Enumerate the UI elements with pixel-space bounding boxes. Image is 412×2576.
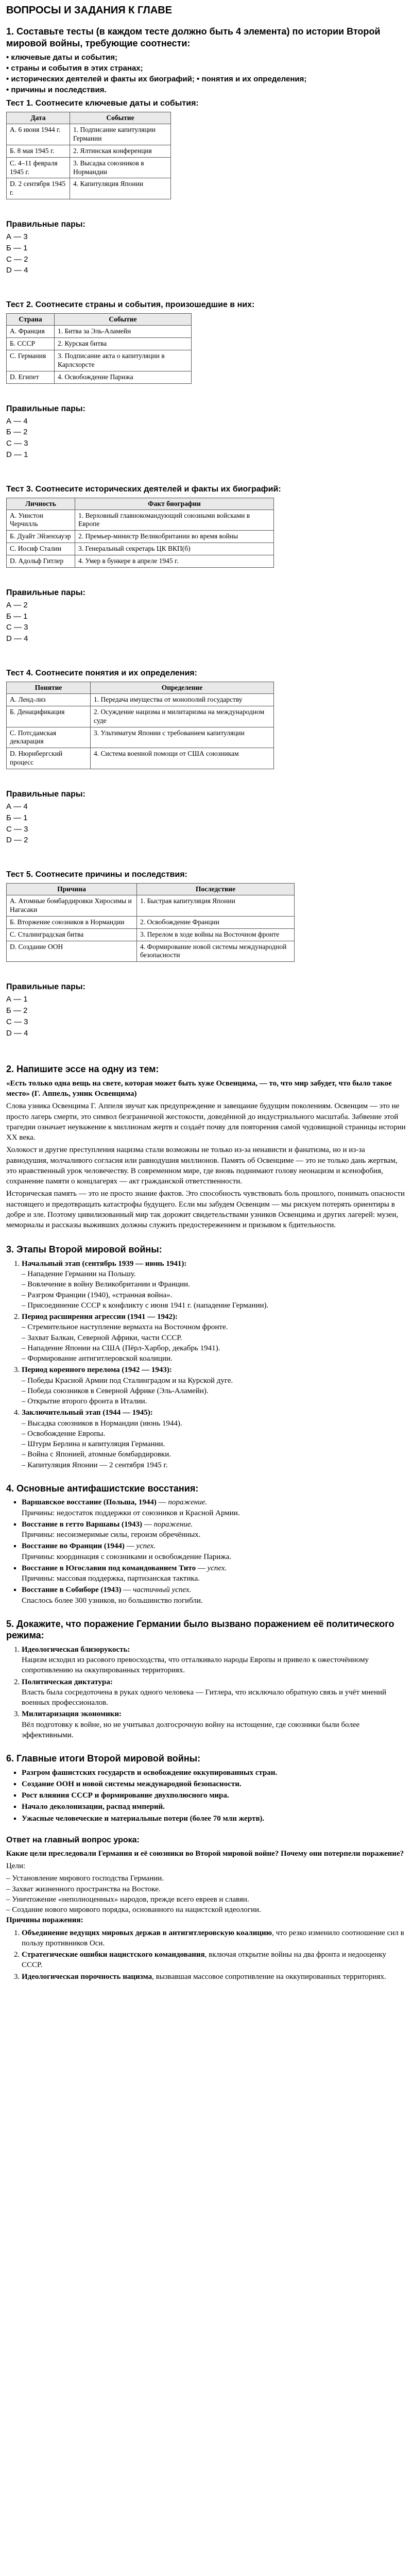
table-row <box>7 895 295 917</box>
stage-line: – Победа союзников в Северной Африке (Эль-Аламейн). <box>22 1386 209 1395</box>
essay-paragraph: Историческая память — это не просто знание фактов. Это способность чувствовать боль прошлого, понимать опасности настоящего и предотвращать катастрофы будущего. Если мы забудем Освенцим — мы рискуем потерять ориентиры в добре и зле. Поэтому цивилизованный мир так дорожит свидетельствами узников Освенцима и других лагерей: музеи, мемориалы и рассказы выживших должны служить предостережением и призывом к бдительности. <box>6 1190 405 1229</box>
stage-line: – Война с Японией, атомные бомбардировки. <box>22 1450 171 1459</box>
table-cell: 1. Передача имущества от монополий государству <box>91 693 274 706</box>
table-header-row <box>7 884 295 895</box>
test-2-heading: Тест 2. Соотнесите страны и события, произошедшие в них: <box>6 300 255 310</box>
table-header-cell: Факт биографии <box>75 498 274 510</box>
table-row <box>7 350 192 371</box>
test-5-answers <box>6 982 406 1039</box>
table-cell: 4. Капитуляция Японии <box>70 178 171 199</box>
answer-pair: D — 4 <box>6 634 28 643</box>
list-item: ▪ Разгром фашистских государств и освобождение оккупированных стран. <box>22 1768 406 1778</box>
essay-paragraph: Холокост и другие преступления нацизма стали возможны не только из-за ненависти и фанатизма, но и из-за равнодушия, молчаливого согласия или равнодушия миллионов. Память об Освенциме — это не только дань жертвам, это нравственный урок человечеству. В современном мире, где вновь поднимают голову неонацизм и ксенофобия, сохранение памяти о концлагерях — акт гражданской ответственности. <box>6 1146 398 1185</box>
stage-line: – Нападение Японии на США (Пёрл-Харбор, декабрь 1941). <box>22 1344 220 1352</box>
list-item <box>22 1365 406 1406</box>
table-cell: 4. Освобождение Парижа <box>55 371 192 383</box>
list-item: ▪ Восстание во Франции (1944) — успех. Причины: координация с союзниками и освобождение Парижа. <box>22 1541 406 1562</box>
table-cell: D. Создание ООН <box>7 941 137 962</box>
bullet-item: • страны и события в этих странах; <box>6 64 143 73</box>
table-row <box>7 326 192 338</box>
bullet-item: • исторических деятелей и факты их биографий; • понятия и их определения; <box>6 75 307 83</box>
table-row <box>7 693 274 706</box>
goal-line: – Создание нового мирового порядка, основанного на нацистской идеологии. <box>6 1906 261 1914</box>
table-cell: А. Атомные бомбардировки Хиросимы и Нагасаки <box>7 895 137 917</box>
list-item <box>22 1677 406 1708</box>
stage-line: – Освобождение Европы. <box>22 1429 106 1438</box>
table-cell: 4. Система военной помощи от США союзникам <box>91 748 274 769</box>
answer-pair: Б — 1 <box>6 612 28 621</box>
table-cell: Б. Дуайт Эйзенхауэр <box>7 531 75 543</box>
table-cell: D. Египет <box>7 371 55 383</box>
table-row <box>7 531 274 543</box>
test-5-heading: Тест 5. Соотнесите причины и последствия: <box>6 870 187 879</box>
question-3-heading: 3. Этапы Второй мировой войны: <box>6 1244 162 1255</box>
table-header-cell: Последствие <box>137 884 295 895</box>
table-cell: С. Германия <box>7 350 55 371</box>
goal-line: – Установление мирового господства Германии. <box>6 1874 164 1883</box>
list-item: ▪ Варшавское восстание (Польша, 1944) — поражение. Причины: недостаток поддержки от союзников и Красной Армии. <box>22 1497 406 1518</box>
table-row <box>7 371 192 383</box>
answer-pair: А — 4 <box>6 416 28 426</box>
answer-pair: Б — 1 <box>6 243 28 252</box>
question-5-heading: 5. Докажите, что поражение Германии было вызвано поражением её политического режима: <box>6 1618 394 1641</box>
test-3-heading: Тест 3. Соотнесите исторических деятелей и факты их биографий: <box>6 484 281 494</box>
uprising-result: успех. <box>136 1542 156 1551</box>
answer-pair: С — 3 <box>6 439 28 448</box>
answers-label: Правильные пары: <box>6 404 85 413</box>
stage-line: – Формирование антигитлеровской коалиции. <box>22 1354 173 1363</box>
essay-paragraph: Слова узника Освенцима Г. Аппеля звучат как предупреждение и завещание будущим поколениям. Освенцим — это не просто лагерь смерти, это символ безграничной жестокости, доведённой до индустриального масштаба. Забвение этой трагедии означает неуважение к миллионам жертв и создаёт почву для повторения самой чудовищной страницы истории XX века. <box>6 1102 406 1142</box>
table-cell: 1. Подписание капитуляции Германии <box>70 124 171 145</box>
question-1-heading: 1. Составьте тесты (в каждом тесте должно быть 4 элемента) по истории Второй мировой войны, требующие соотнести: <box>6 26 381 48</box>
table-cell: С. Потсдамская декларация <box>7 727 91 748</box>
goal-line: – Захват жизненного пространства на Востоке. <box>6 1885 161 1893</box>
reason-title: Милитаризация экономики: <box>22 1710 122 1719</box>
defeat-reasons-list <box>6 1645 406 1740</box>
reason-text: , вызвавшая массовое сопротивление на оккупированных территориях. <box>152 1972 386 1981</box>
answer-pair: Б — 2 <box>6 1006 28 1015</box>
uprising-cause: Причины: недостаток поддержки от союзников и Красной Армии. <box>22 1509 240 1517</box>
test-4-answers <box>6 790 406 846</box>
table-cell: А. 6 июня 1944 г. <box>7 124 70 145</box>
uprising-title: Восстание во Франции (1944) <box>22 1542 125 1551</box>
question-1-bullets <box>6 52 406 95</box>
answer-pair: С — 3 <box>6 623 28 632</box>
list-item: ▪ Восстание в Собиборе (1943) — частичный успех. Спаслось более 300 узников, но большинство погибли. <box>22 1585 406 1606</box>
table-cell: 3. Высадка союзников в Нормандии <box>70 157 171 178</box>
test-4-table <box>6 682 274 769</box>
answer-pair: D — 4 <box>6 266 28 275</box>
test-1-table <box>6 112 171 199</box>
table-header-cell: Причина <box>7 884 137 895</box>
stage-line: – Вовлечение в войну Великобритании и Франции. <box>22 1280 190 1289</box>
stage-title: Период коренного перелома (1942 — 1943): <box>22 1366 172 1375</box>
question-4-heading: 4. Основные антифашистские восстания: <box>6 1483 199 1494</box>
list-item <box>22 1408 406 1470</box>
table-row <box>7 706 274 727</box>
stage-line: – Капитуляция Японии — 2 сентября 1945 г. <box>22 1461 168 1469</box>
final-reasons-list <box>6 1928 406 1982</box>
answer-pair: D — 1 <box>6 450 28 459</box>
table-cell: Б. СССР <box>7 338 55 350</box>
table-header-row <box>7 498 274 510</box>
list-item: ▪ Восстание в гетто Варшавы (1943) — поражение. Причины: несоизмеримые силы, героизм обречённых. <box>22 1519 406 1540</box>
table-header-cell: Понятие <box>7 682 91 693</box>
test-1-heading: Тест 1. Соотнесите ключевые даты и события: <box>6 99 199 108</box>
reason-text: , включая открытие войны на два фронта и недооценку СССР. <box>22 1951 387 1970</box>
list-item <box>22 1950 406 1971</box>
answer-pair: С — 3 <box>6 1017 28 1026</box>
list-item: ▪ Ужасные человеческие и материальные потери (более 70 млн жертв). <box>22 1814 406 1824</box>
reason-text: Вёл подготовку к войне, но не учитывал долгосрочную войну на истощение, где союзники были более эффективными. <box>22 1720 360 1739</box>
uprising-title: Варшавское восстание (Польша, 1944) <box>22 1498 157 1507</box>
table-row <box>7 510 274 531</box>
table-cell: D. Адольф Гитлер <box>7 555 75 568</box>
table-cell: 3. Подписание акта о капитуляции в Карлсхорсте <box>55 350 192 371</box>
test-3-table <box>6 498 274 568</box>
answer-pair: D — 2 <box>6 836 28 845</box>
reason-text: Власть была сосредоточена в руках одного человека — Гитлера, что исключало обратную связь и учёт мнений военных профессионалов. <box>22 1688 387 1707</box>
answer-pair: Б — 1 <box>6 813 28 822</box>
table-row <box>7 145 171 157</box>
table-header-cell: Событие <box>70 112 171 124</box>
bullet-item: • ключевые даты и события; <box>6 53 117 62</box>
test-1-answers <box>6 220 406 276</box>
list-item <box>22 1259 406 1311</box>
table-cell: 3. Ультиматум Японии с требованием капитуляции <box>91 727 274 748</box>
stage-line: – Присоединение СССР к конфликту с июня 1941 г. (нападение Германии). <box>22 1301 269 1310</box>
list-item <box>22 1312 406 1364</box>
table-row <box>7 916 295 928</box>
uprising-cause: Спаслось более 300 узников, но большинство погибли. <box>22 1596 203 1605</box>
goals-label: Цели: <box>6 1862 26 1870</box>
table-cell: 1. Верховный главнокомандующий союзными войсками в Европе <box>75 510 274 531</box>
answers-label: Правильные пары: <box>6 982 85 992</box>
list-item <box>22 1709 406 1740</box>
table-cell: D. Нюрнбергский процесс <box>7 748 91 769</box>
answers-label: Правильные пары: <box>6 588 85 597</box>
uprising-result: поражение. <box>168 1498 208 1507</box>
table-cell: 4. Умер в бункере в апреле 1945 г. <box>75 555 274 568</box>
table-cell: Б. 8 мая 1945 г. <box>7 145 70 157</box>
table-row <box>7 338 192 350</box>
uprising-title: Восстание в Собиборе (1943) <box>22 1586 122 1595</box>
stage-line: – Разгром Франции (1940), «странная война». <box>22 1291 173 1299</box>
answer-pair: С — 3 <box>6 824 28 834</box>
stage-title: Период расширения агрессии (1941 — 1942): <box>22 1313 178 1321</box>
results-list <box>6 1768 406 1824</box>
goal-line: – Уничтожение «неполноценных» народов, прежде всего евреев и славян. <box>6 1895 249 1904</box>
uprising-result: успех. <box>207 1564 227 1572</box>
uprising-cause: Причины: несоизмеримые силы, героизм обречённых. <box>22 1531 201 1539</box>
table-cell: 2. Осуждение нацизма и милитаризма на международном суде <box>91 706 274 727</box>
table-header-row <box>7 682 274 693</box>
table-row <box>7 555 274 568</box>
page-title: ВОПРОСЫ И ЗАДАНИЯ К ГЛАВЕ <box>6 5 173 16</box>
table-cell: А. Франция <box>7 326 55 338</box>
essay-quote: «Есть только одна вещь на свете, которая может быть хуже Освенцима, — то, что мир забудет, что было такое место» (Г. Аппель, узник Освенцима) <box>6 1079 392 1098</box>
table-row <box>7 124 171 145</box>
table-cell: 2. Премьер-министр Великобритании во время войны <box>75 531 274 543</box>
stage-line: – Стремительное наступление вермахта на Восточном фронте. <box>22 1323 228 1332</box>
list-item: ▪ Создание ООН и новой системы международной безопасности. <box>22 1779 406 1789</box>
stage-line: – Нападение Германии на Польшу. <box>22 1270 136 1278</box>
stages-list <box>6 1259 406 1470</box>
stage-line: – Высадка союзников в Нормандии (июнь 1944). <box>22 1419 182 1428</box>
bullet-item: • причины и последствия. <box>6 86 107 94</box>
stage-line: – Победы Красной Армии под Сталинградом и на Курской дуге. <box>22 1376 233 1385</box>
uprising-result: поражение. <box>153 1520 193 1529</box>
answer-pair: А — 3 <box>6 232 28 242</box>
reason-title: Стратегические ошибки нацистского командования <box>22 1951 205 1959</box>
test-4-heading: Тест 4. Соотнесите понятия и их определения: <box>6 668 197 677</box>
answer-pair: А — 2 <box>6 600 28 609</box>
list-item: ▪ Начало деколонизации, распад империй. <box>22 1802 406 1812</box>
table-header-cell: Дата <box>7 112 70 124</box>
uprising-result: частичный успех. <box>132 1586 192 1595</box>
table-cell: 2. Курская битва <box>55 338 192 350</box>
uprising-cause: Причины: координация с союзниками и освобождение Парижа. <box>22 1552 232 1561</box>
answer-pair: А — 1 <box>6 995 28 1004</box>
table-header-cell: Определение <box>91 682 274 693</box>
table-cell: С. 4–11 февраля 1945 г. <box>7 157 70 178</box>
answers-label: Правильные пары: <box>6 790 85 799</box>
stage-line: – Захват Балкан, Северной Африки, части СССР. <box>22 1333 182 1342</box>
table-header-row <box>7 112 171 124</box>
table-cell: 4. Формирование новой системы международной безопасности <box>137 941 295 962</box>
table-row <box>7 748 274 769</box>
answers-label: Правильные пары: <box>6 220 85 229</box>
answer-pair: Б — 2 <box>6 428 28 437</box>
table-cell: С. Иосиф Сталин <box>7 543 75 555</box>
table-cell: 2. Ялтинская конференция <box>70 145 171 157</box>
list-item <box>22 1645 406 1676</box>
table-header-cell: Событие <box>55 314 192 326</box>
table-cell: А. Уинстон Черчилль <box>7 510 75 531</box>
table-header-row <box>7 314 192 326</box>
table-cell: 2. Освобождение Франции <box>137 916 295 928</box>
answer-pair: А — 4 <box>6 802 28 811</box>
answer-pair: D — 4 <box>6 1028 28 1038</box>
question-6-heading: 6. Главные итоги Второй мировой войны: <box>6 1753 201 1764</box>
table-row <box>7 928 295 941</box>
reason-title: Идеологическая порочность нацизма <box>22 1972 152 1981</box>
table-row <box>7 727 274 748</box>
stage-line: – Открытие второго фронта в Италии. <box>22 1397 147 1405</box>
table-row <box>7 941 295 962</box>
final-heading: Ответ на главный вопрос урока: <box>6 1835 140 1844</box>
reason-text: , что резко изменило соотношение сил в пользу противников Оси. <box>22 1928 404 1947</box>
table-cell: 3. Генеральный секретарь ЦК ВКП(б) <box>75 543 274 555</box>
table-cell: D. 2 сентября 1945 г. <box>7 178 70 199</box>
table-row <box>7 178 171 199</box>
stage-title: Заключительный этап (1944 — 1945): <box>22 1409 153 1417</box>
table-cell: 1. Быстрая капитуляция Японии <box>137 895 295 917</box>
table-cell: А. Ленд-лиз <box>7 693 91 706</box>
list-item <box>22 1972 406 1982</box>
test-3-answers <box>6 588 406 645</box>
final-question: Какие цели преследовали Германия и её союзники во Второй мировой войне? Почему они потерпели поражение? <box>6 1849 404 1858</box>
test-2-table <box>6 313 192 383</box>
test-2-answers <box>6 404 406 461</box>
reasons-label: Причины поражения: <box>6 1916 83 1925</box>
stage-title: Начальный этап (сентябрь 1939 — июнь 1941): <box>22 1259 187 1268</box>
list-item: ▪ Восстание в Югославии под командованием Тито — успех. Причины: массовая поддержка, партизанская тактика. <box>22 1563 406 1584</box>
reason-title: Идеологическая близорукость: <box>22 1645 130 1654</box>
stage-line: – Штурм Берлина и капитуляция Германии. <box>22 1440 165 1448</box>
table-header-cell: Личность <box>7 498 75 510</box>
table-cell: 1. Битва за Эль-Аламейн <box>55 326 192 338</box>
table-cell: 3. Перелом в ходе войны на Восточном фронте <box>137 928 295 941</box>
table-cell: Б. Денацификация <box>7 706 91 727</box>
answer-pair: С — 2 <box>6 255 28 264</box>
test-5-table <box>6 883 295 962</box>
reason-text: Нацизм исходил из расового превосходства, что отталкивало народы Европы и привело к ожесточённому сопротивлению на оккупированных территориях. <box>22 1656 369 1675</box>
table-row <box>7 157 171 178</box>
list-item <box>22 1928 406 1949</box>
list-item: ▪ Рост влияния СССР и формирование двухполюсного мира. <box>22 1790 406 1801</box>
table-row <box>7 543 274 555</box>
uprising-title: Восстание в Югославии под командованием Тито <box>22 1564 196 1572</box>
reason-title: Объединение ведущих мировых держав в антигитлеровскую коалицию <box>22 1928 272 1937</box>
uprising-cause: Причины: массовая поддержка, партизанская тактика. <box>22 1574 200 1583</box>
table-cell: Б. Вторжение союзников в Нормандии <box>7 916 137 928</box>
reason-title: Политическая диктатура: <box>22 1677 113 1686</box>
uprisings-list <box>6 1497 406 1606</box>
table-header-cell: Страна <box>7 314 55 326</box>
table-cell: С. Сталинградская битва <box>7 928 137 941</box>
uprising-title: Восстание в гетто Варшавы (1943) <box>22 1520 143 1529</box>
question-2-heading: 2. Напишите эссе на одну из тем: <box>6 1064 159 1075</box>
